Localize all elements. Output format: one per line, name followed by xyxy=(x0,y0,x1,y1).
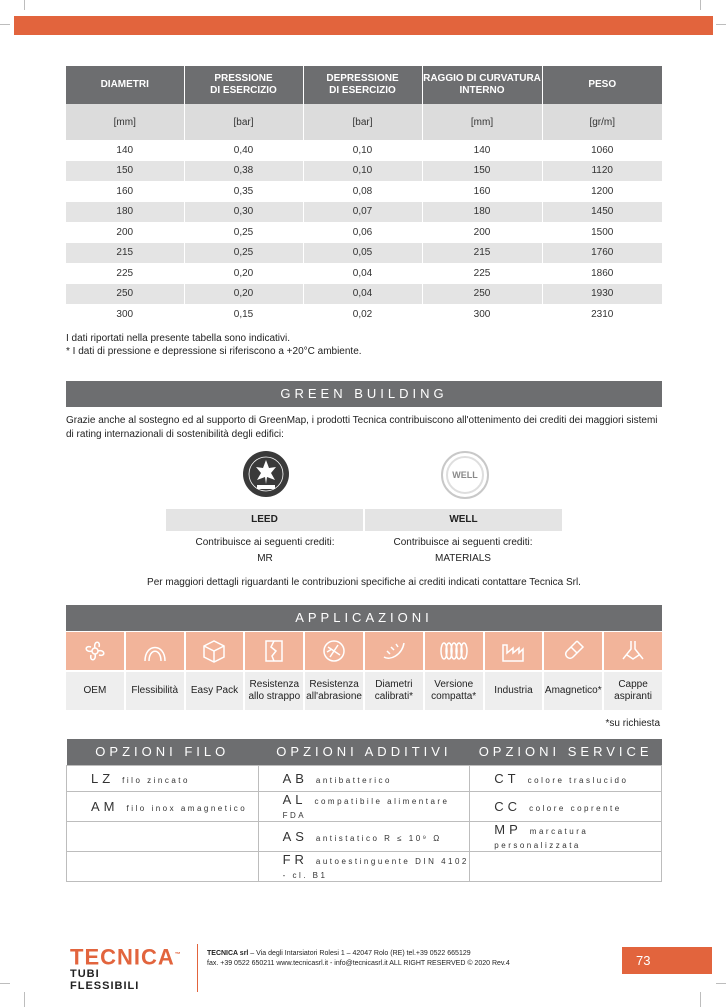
spec-row xyxy=(66,202,662,223)
app-icon-cell xyxy=(305,632,365,670)
option-description: colore coprente xyxy=(529,803,622,813)
abrasion-icon xyxy=(320,637,348,665)
hood-icon xyxy=(619,637,647,665)
units-row xyxy=(66,104,662,140)
spec-header xyxy=(542,66,662,104)
brand-name xyxy=(70,944,182,970)
spec-cell: 0,10 xyxy=(303,161,422,182)
tecnica-logo xyxy=(70,944,182,993)
brand-name-text: TECNICA xyxy=(70,944,175,970)
spec-cell: 200 xyxy=(422,222,542,243)
option-cell xyxy=(67,791,259,821)
on-request-note: *su richiesta xyxy=(605,718,660,729)
spec-cell: 0,04 xyxy=(303,263,422,284)
unit-cell: [mm] xyxy=(422,104,542,140)
option-description: marcatura personalizzata xyxy=(494,826,589,850)
option-code: FR xyxy=(282,851,308,867)
top-accent-bar xyxy=(14,16,713,35)
option-cell xyxy=(67,851,259,881)
certification-note: Per maggiori dettagli riguardanti le contribuzioni specifiche ai crediti indicati contattare Tecnica Srl. xyxy=(147,577,581,588)
crop-mark xyxy=(0,24,10,25)
spec-cell: 0,06 xyxy=(303,222,422,243)
spec-cell: 160 xyxy=(422,181,542,202)
spec-cell: 180 xyxy=(422,202,542,223)
option-description: colore traslucido xyxy=(527,775,629,785)
spec-cell: 160 xyxy=(66,181,184,202)
factory-icon xyxy=(499,637,527,665)
app-icon-cell xyxy=(245,632,305,670)
leed-credits-line: Contribuisce ai seguenti crediti: xyxy=(195,537,335,548)
spec-cell: 0,08 xyxy=(303,181,422,202)
trademark: ™ xyxy=(174,952,182,958)
green-building-paragraph: Grazie anche al sostegno ed al supporto di GreenMap, i prodotti Tecnica contribuiscono all'ottenimento dei crediti dei maggiori sistemi di rating internazionali di sostenibilità degli edifici: xyxy=(66,415,658,440)
option-code: AL xyxy=(282,791,307,807)
option-cell xyxy=(470,765,662,791)
options-header: OPZIONI FILO xyxy=(67,739,259,765)
unit-cell: [bar] xyxy=(184,104,303,140)
option-code: LZ xyxy=(91,770,115,786)
app-icon-cell xyxy=(604,632,662,670)
leed-logo-icon xyxy=(242,450,290,498)
spec-cell: 250 xyxy=(66,284,184,305)
options-row xyxy=(67,851,662,881)
applicazioni-title: APPLICAZIONI xyxy=(66,605,662,631)
app-label-abrasion: Resistenza all'abrasione xyxy=(305,672,365,710)
crop-mark xyxy=(24,0,25,10)
brand-subtitle: TUBI FLESSIBILI xyxy=(70,968,140,993)
options-table xyxy=(66,739,662,882)
spec-cell: 0,15 xyxy=(184,304,303,325)
caliper-icon xyxy=(380,637,408,665)
spec-cell: 0,07 xyxy=(303,202,422,223)
app-label-box: Easy Pack xyxy=(186,672,246,710)
crop-mark xyxy=(24,992,25,1007)
option-description: autoestinguente DIN 4102 - cl. B1 xyxy=(282,856,469,880)
spec-row xyxy=(66,181,662,202)
leed-header: LEED xyxy=(166,509,363,531)
spec-cell: 1860 xyxy=(542,263,662,284)
leed-credits xyxy=(166,535,364,567)
spec-cell: 215 xyxy=(422,243,542,264)
spec-cell: 2310 xyxy=(542,304,662,325)
spec-row xyxy=(66,161,662,182)
crop-mark xyxy=(716,983,726,984)
unit-cell: [bar] xyxy=(303,104,422,140)
spec-row xyxy=(66,304,662,325)
app-icon-cell xyxy=(425,632,485,670)
spec-cell: 0,40 xyxy=(184,140,303,161)
fan-icon xyxy=(81,637,109,665)
option-cell xyxy=(258,821,470,851)
option-cell xyxy=(67,821,259,851)
application-labels-row xyxy=(66,672,662,710)
unit-cell: [mm] xyxy=(66,104,184,140)
green-building-title: GREEN BUILDING xyxy=(66,381,662,407)
app-icon-cell xyxy=(186,632,246,670)
spec-cell: 200 xyxy=(66,222,184,243)
spec-header-label: RAGGIO DI CURVATURA INTERNO xyxy=(423,73,541,96)
spec-cell: 1930 xyxy=(542,284,662,305)
option-cell xyxy=(470,791,662,821)
spec-cell: 1120 xyxy=(542,161,662,182)
address-text: – Via degli Intarsiatori Rolesi 1 – 42047 Rolo (RE) tel.+39 0522 665129 xyxy=(248,950,471,957)
spec-cell: 0,02 xyxy=(303,304,422,325)
app-icon-cell xyxy=(365,632,425,670)
app-label-caliper: Diametri calibrati* xyxy=(365,672,425,710)
spec-row xyxy=(66,140,662,161)
spec-cell: 0,20 xyxy=(184,284,303,305)
option-cell xyxy=(258,791,470,821)
spec-cell: 225 xyxy=(422,263,542,284)
app-label-arch: Flessibilità xyxy=(126,672,186,710)
spec-row xyxy=(66,243,662,264)
spec-header-label: DIAMETRI xyxy=(100,79,149,90)
leed-credit-value: MR xyxy=(257,553,273,564)
option-description: compatibile alimentare FDA xyxy=(282,796,450,820)
spec-cell: 1500 xyxy=(542,222,662,243)
option-code: MP xyxy=(494,821,522,837)
spec-cell: 0,04 xyxy=(303,284,422,305)
app-label-spring: Versione compatta* xyxy=(425,672,485,710)
table-note: * I dati di pressione e depressione si riferiscono a +20°C ambiente. xyxy=(66,346,362,357)
option-code: AS xyxy=(282,828,308,844)
spec-row xyxy=(66,263,662,284)
spec-header-label: PRESSIONE DI ESERCIZIO xyxy=(210,73,277,96)
option-code: AM xyxy=(91,798,119,814)
spec-cell: 215 xyxy=(66,243,184,264)
app-icon-cell xyxy=(66,632,126,670)
magnet-icon xyxy=(559,637,587,665)
arch-icon xyxy=(141,637,169,665)
app-label-hood: Cappe aspiranti xyxy=(604,672,662,710)
spec-cell: 225 xyxy=(66,263,184,284)
options-header: OPZIONI ADDITIVI xyxy=(258,739,470,765)
spec-cell: 140 xyxy=(66,140,184,161)
options-row xyxy=(67,791,662,821)
box-icon xyxy=(200,637,228,665)
well-logo-text: WELL xyxy=(452,470,478,480)
well-credits xyxy=(364,535,562,567)
unit-cell: [gr/m] xyxy=(542,104,662,140)
spec-header xyxy=(66,66,184,104)
option-description: filo inox amagnetico xyxy=(126,803,248,813)
option-description: antistatico R ≤ 10⁹ Ω xyxy=(315,833,442,843)
option-description: filo zincato xyxy=(122,775,190,785)
spec-cell: 300 xyxy=(66,304,184,325)
spec-row xyxy=(66,222,662,243)
crop-mark xyxy=(700,992,701,1007)
option-code: CT xyxy=(494,770,520,786)
table-notes xyxy=(66,332,362,358)
well-logo-icon xyxy=(440,450,490,500)
spec-cell: 0,20 xyxy=(184,263,303,284)
crop-mark xyxy=(700,0,701,10)
option-cell xyxy=(470,851,662,881)
footer-address xyxy=(207,949,510,969)
spec-cell: 1450 xyxy=(542,202,662,223)
app-icon-cell xyxy=(126,632,186,670)
address-line-1 xyxy=(207,949,510,959)
spec-cell: 300 xyxy=(422,304,542,325)
option-cell xyxy=(67,765,259,791)
option-cell xyxy=(258,765,470,791)
spec-cell: 250 xyxy=(422,284,542,305)
crop-mark xyxy=(0,983,10,984)
spec-header-label: DEPRESSIONE DI ESERCIZIO xyxy=(326,73,399,96)
application-icons-row xyxy=(66,632,662,670)
spec-row xyxy=(66,284,662,305)
spec-cell: 0,25 xyxy=(184,222,303,243)
spec-table xyxy=(66,66,662,325)
footer-divider xyxy=(197,944,198,992)
options-header: OPZIONI SERVICE xyxy=(470,739,662,765)
spec-cell: 1200 xyxy=(542,181,662,202)
option-code: AB xyxy=(282,770,308,786)
well-credits-line: Contribuisce ai seguenti crediti: xyxy=(393,537,533,548)
option-code: CC xyxy=(494,798,522,814)
spec-cell: 0,38 xyxy=(184,161,303,182)
spec-cell: 1060 xyxy=(542,140,662,161)
spec-cell: 0,25 xyxy=(184,243,303,264)
app-label-factory: Industria xyxy=(485,672,545,710)
app-icon-cell xyxy=(544,632,604,670)
spec-cell: 0,35 xyxy=(184,181,303,202)
app-label-fan: OEM xyxy=(66,672,126,710)
tear-icon xyxy=(260,637,288,665)
crop-mark xyxy=(716,24,726,25)
app-icon-cell xyxy=(485,632,545,670)
spec-cell: 150 xyxy=(66,161,184,182)
certification-table xyxy=(166,509,562,567)
spring-icon xyxy=(438,637,470,665)
page-number: 73 xyxy=(622,947,712,974)
spec-header-label: PESO xyxy=(588,79,617,90)
options-row xyxy=(67,765,662,791)
spec-cell: 0,10 xyxy=(303,140,422,161)
spec-cell: 0,30 xyxy=(184,202,303,223)
app-label-magnet: Amagnetico* xyxy=(544,672,604,710)
option-cell xyxy=(470,821,662,851)
table-note: I dati riportati nella presente tabella sono indicativi. xyxy=(66,333,291,344)
well-credit-value: MATERIALS xyxy=(435,553,491,564)
option-cell xyxy=(258,851,470,881)
spec-cell: 180 xyxy=(66,202,184,223)
company-name: TECNICA srl xyxy=(207,950,249,957)
spec-header xyxy=(422,66,542,104)
spec-cell: 1760 xyxy=(542,243,662,264)
spec-cell: 0,05 xyxy=(303,243,422,264)
app-label-tear: Resistenza allo strappo xyxy=(245,672,305,710)
spec-header xyxy=(184,66,303,104)
well-header: WELL xyxy=(365,509,562,531)
spec-cell: 140 xyxy=(422,140,542,161)
address-line-2: fax. +39 0522 650211 www.tecnicasrl.it - info@tecnicasrl.it ALL RIGHT RESERVED © 2020 Rev.4 xyxy=(207,960,510,967)
option-description: antibatterico xyxy=(315,775,392,785)
options-row xyxy=(67,821,662,851)
spec-header xyxy=(303,66,422,104)
spec-cell: 150 xyxy=(422,161,542,182)
